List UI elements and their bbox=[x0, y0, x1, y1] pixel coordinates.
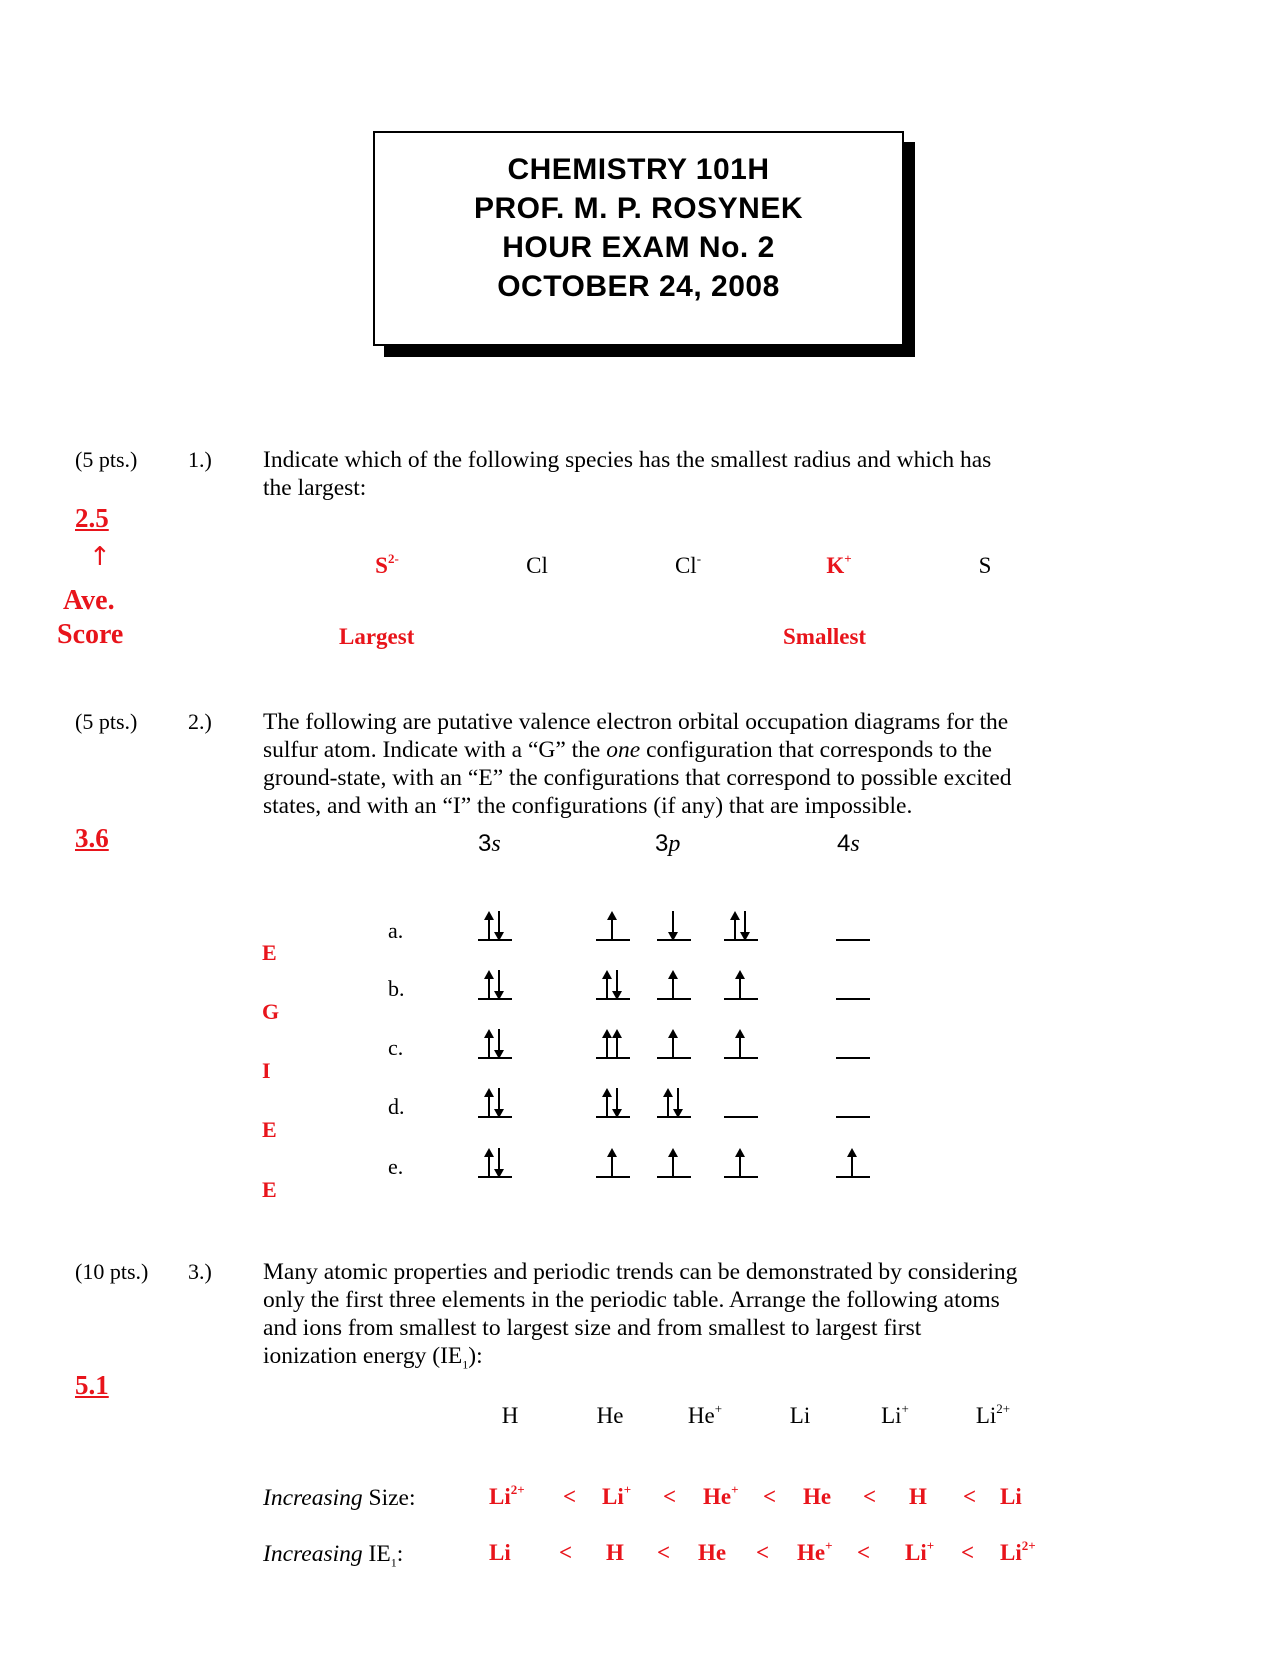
q2-text-line: ground-state, with an “E” the configurations that correspond to possible excited bbox=[263, 765, 1012, 791]
size-order-item bbox=[803, 1484, 831, 1510]
answer-b: G bbox=[262, 999, 280, 1024]
species-symbol: Li bbox=[489, 1484, 511, 1509]
answer-e: E bbox=[262, 1177, 277, 1202]
q2-number: 2.) bbox=[188, 709, 212, 734]
species-symbol: He bbox=[596, 1403, 624, 1428]
species-charge: 2- bbox=[387, 551, 399, 566]
orbital-box bbox=[657, 1144, 691, 1178]
size-order-item bbox=[909, 1484, 927, 1510]
ie-order-item bbox=[606, 1540, 624, 1566]
q2-average-score: 3.6 bbox=[75, 823, 109, 853]
orbital-box bbox=[657, 907, 691, 941]
less-than-sign: < bbox=[763, 1484, 777, 1509]
species-symbol: Li bbox=[975, 1403, 997, 1428]
species-charge: 2+ bbox=[996, 1401, 1011, 1416]
row-label-a: a. bbox=[388, 918, 404, 943]
orbital-box bbox=[596, 966, 630, 1000]
less-than-sign: < bbox=[756, 1540, 770, 1565]
species-symbol: H bbox=[501, 1403, 519, 1428]
exam-date: OCTOBER 24, 2008 bbox=[497, 270, 780, 303]
species-symbol: Cl bbox=[674, 553, 697, 578]
score-label: Score bbox=[57, 619, 124, 650]
species-symbol: Li bbox=[881, 1403, 902, 1428]
exam-title-box bbox=[373, 131, 904, 346]
header-letter: s bbox=[850, 831, 860, 857]
q2-text-line: The following are putative valence electron orbital occupation diagrams for the bbox=[263, 709, 1009, 735]
orbital-box bbox=[596, 1084, 630, 1118]
orbital-box bbox=[596, 907, 630, 941]
answer-c: I bbox=[262, 1058, 271, 1083]
size-order-item bbox=[489, 1484, 525, 1510]
ave-label: Ave. bbox=[63, 585, 115, 616]
q3-species bbox=[570, 1403, 650, 1429]
species-charge: + bbox=[731, 1482, 739, 1497]
course-title: CHEMISTRY 101H bbox=[507, 153, 770, 186]
q2-text-emphasis: one bbox=[606, 737, 641, 763]
header-4s bbox=[837, 830, 860, 858]
orbital-box bbox=[724, 907, 758, 941]
orbital-box bbox=[478, 907, 512, 941]
q2-text-line bbox=[263, 736, 1183, 764]
label-italic: Increasing bbox=[263, 1485, 363, 1511]
q1-text bbox=[263, 446, 1163, 502]
ie-order-item bbox=[797, 1540, 833, 1566]
orbital-box bbox=[836, 1144, 870, 1178]
species-charge: + bbox=[714, 1401, 723, 1416]
less-than-sign: < bbox=[663, 1484, 677, 1509]
species-symbol: Li bbox=[905, 1540, 927, 1565]
row-label-b: b. bbox=[388, 976, 405, 1001]
orbital-box bbox=[724, 1025, 758, 1059]
smallest-label: Smallest bbox=[783, 624, 867, 649]
q3-text-line bbox=[263, 1342, 1193, 1379]
orbital-box bbox=[596, 1025, 630, 1059]
q3-species bbox=[760, 1403, 840, 1429]
species-symbol: He bbox=[703, 1484, 732, 1509]
less-than-sign: < bbox=[863, 1484, 877, 1509]
orbital-box bbox=[478, 1084, 512, 1118]
less-than-sign: < bbox=[963, 1484, 977, 1509]
species-symbol: He bbox=[803, 1484, 832, 1509]
species-charge: + bbox=[926, 1538, 935, 1553]
less-than-sign: < bbox=[857, 1540, 871, 1565]
q2-text-line: states, and with an “I” the configurations (if any) that are impossible. bbox=[263, 793, 913, 819]
q3-number: 3.) bbox=[188, 1259, 212, 1284]
label-italic: Increasing bbox=[263, 1541, 363, 1567]
orbital-box bbox=[596, 1144, 630, 1178]
exam-name: HOUR EXAM No. 2 bbox=[502, 231, 775, 264]
q1-species bbox=[347, 553, 427, 579]
q1-species bbox=[648, 553, 728, 579]
species-charge: 2+ bbox=[1021, 1538, 1036, 1553]
header-number: 4 bbox=[837, 830, 851, 857]
species-symbol: He bbox=[698, 1540, 727, 1565]
header-number: 3 bbox=[478, 830, 492, 857]
q2-points: (5 pts.) bbox=[75, 709, 138, 734]
species-symbol: Li bbox=[602, 1484, 624, 1509]
answer-d: E bbox=[262, 1117, 277, 1142]
orbital-box bbox=[836, 1025, 870, 1059]
increasing-ie-label bbox=[263, 1540, 403, 1577]
header-3p bbox=[655, 830, 680, 858]
largest-label: Largest bbox=[339, 624, 415, 649]
species-symbol: Li bbox=[1000, 1484, 1022, 1509]
orbital-box bbox=[724, 1144, 758, 1178]
species-symbol: Cl bbox=[526, 553, 548, 578]
species-charge: - bbox=[696, 551, 702, 566]
species-symbol: H bbox=[909, 1484, 927, 1509]
less-than-sign: < bbox=[961, 1540, 975, 1565]
label-colon: : bbox=[396, 1541, 404, 1567]
ie-order-item bbox=[698, 1540, 726, 1566]
orbital-box bbox=[836, 966, 870, 1000]
orbital-box bbox=[724, 966, 758, 1000]
header-letter: p bbox=[668, 831, 681, 857]
header-3s bbox=[478, 830, 501, 858]
q3-species bbox=[953, 1403, 1033, 1429]
orbital-box bbox=[657, 1025, 691, 1059]
size-order-item bbox=[703, 1484, 739, 1510]
species-charge: + bbox=[844, 551, 852, 566]
label-rest: Size: bbox=[362, 1485, 416, 1511]
q1-species bbox=[497, 553, 577, 579]
q1-species bbox=[799, 553, 879, 579]
species-symbol: He bbox=[797, 1540, 826, 1565]
species-charge: + bbox=[825, 1538, 833, 1553]
species-symbol: Li bbox=[789, 1403, 811, 1428]
species-charge: + bbox=[901, 1401, 909, 1416]
q3-text-segment: ): bbox=[468, 1343, 483, 1369]
orbital-box bbox=[657, 966, 691, 1000]
q3-species bbox=[470, 1403, 550, 1429]
row-label-e: e. bbox=[388, 1154, 404, 1179]
less-than-sign: < bbox=[559, 1540, 573, 1565]
increasing-size-label bbox=[263, 1484, 416, 1512]
q1-text-line: Indicate which of the following species has the smallest radius and which has bbox=[263, 447, 992, 473]
less-than-sign: < bbox=[657, 1540, 671, 1565]
q1-average-score: 2.5 bbox=[75, 503, 109, 533]
professor-name: PROF. M. P. ROSYNEK bbox=[473, 192, 803, 225]
row-label-c: c. bbox=[388, 1035, 404, 1060]
q3-species bbox=[665, 1403, 745, 1429]
species-charge: + bbox=[623, 1482, 632, 1497]
orbital-box bbox=[836, 907, 870, 941]
q2-text bbox=[263, 708, 1183, 820]
q2-text-segment: configuration that corresponds to the bbox=[640, 737, 992, 763]
q1-species bbox=[945, 553, 1025, 579]
size-order-item bbox=[1000, 1484, 1022, 1510]
ie-order-item bbox=[1000, 1540, 1036, 1566]
row-label-d: d. bbox=[388, 1094, 405, 1119]
species-symbol: Li bbox=[489, 1540, 511, 1565]
q3-text-line: Many atomic properties and periodic trends can be demonstrated by considering bbox=[263, 1259, 1018, 1285]
ie-order-item bbox=[489, 1540, 511, 1566]
species-symbol: S bbox=[978, 553, 992, 578]
orbital-box bbox=[724, 1084, 758, 1118]
species-symbol: S bbox=[375, 553, 388, 578]
species-charge: 2+ bbox=[510, 1482, 525, 1497]
orbital-box bbox=[657, 1084, 691, 1118]
header-letter: s bbox=[491, 831, 501, 857]
label-rest: IE bbox=[362, 1541, 391, 1567]
less-than-sign: < bbox=[563, 1484, 577, 1509]
header-number: 3 bbox=[655, 830, 669, 857]
orbital-box bbox=[836, 1084, 870, 1118]
answer-a: E bbox=[262, 940, 277, 965]
q3-text-line: and ions from smallest to largest size and from smallest to largest first bbox=[263, 1315, 922, 1341]
size-order-item bbox=[602, 1484, 631, 1510]
q3-species bbox=[855, 1403, 935, 1429]
species-symbol: He bbox=[687, 1403, 715, 1428]
q3-points: (10 pts.) bbox=[75, 1259, 149, 1284]
orbital-box bbox=[478, 966, 512, 1000]
q3-text-subscript: 1 bbox=[462, 1357, 469, 1372]
orbital-box bbox=[478, 1144, 512, 1178]
species-symbol: K bbox=[826, 553, 845, 578]
q3-text-line: only the first three elements in the periodic table. Arrange the following atoms bbox=[263, 1287, 1000, 1313]
q1-text-line: the largest: bbox=[263, 475, 367, 501]
q3-text bbox=[263, 1258, 1193, 1379]
q2-text-segment: sulfur atom. Indicate with a “G” the bbox=[263, 737, 607, 763]
q1-points: (5 pts.) bbox=[75, 447, 138, 472]
q3-average-score: 5.1 bbox=[75, 1370, 109, 1400]
q3-text-segment: ionization energy (IE bbox=[263, 1343, 463, 1369]
species-symbol: H bbox=[606, 1540, 624, 1565]
species-symbol: Li bbox=[1000, 1540, 1022, 1565]
up-arrow-icon: ↑ bbox=[89, 542, 111, 572]
ie-order-item bbox=[905, 1540, 934, 1566]
orbital-box bbox=[478, 1025, 512, 1059]
label-subscript: 1 bbox=[390, 1555, 397, 1570]
q1-number: 1.) bbox=[188, 447, 212, 472]
